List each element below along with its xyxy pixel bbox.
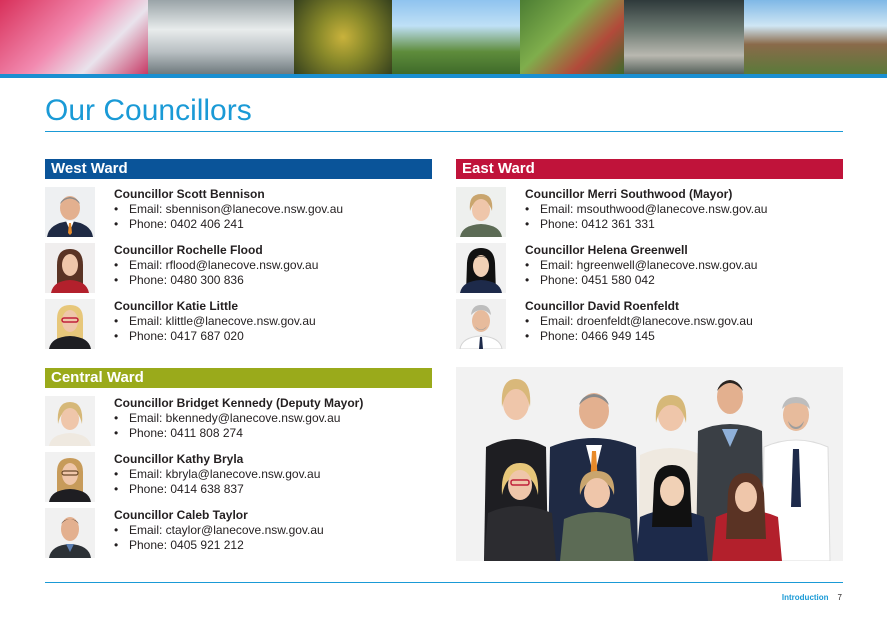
councillor-email[interactable]: • Email: kbryla@lanecove.nsw.gov.au [114,467,321,481]
councillor-email[interactable]: • Email: ctaylor@lanecove.nsw.gov.au [114,523,324,537]
councillor-email[interactable]: • Email: hgreenwell@lanecove.nsw.gov.au [525,258,758,272]
bullet-icon: • [114,482,119,496]
councillor-phone[interactable]: • Phone: 0411 808 274 [114,426,243,440]
west-ward-heading: West Ward [45,159,432,179]
councillor-email[interactable]: • Email: sbennison@lanecove.nsw.gov.au [114,202,344,216]
councillor-phone[interactable]: • Phone: 0451 580 042 [525,273,655,287]
councillor-info [114,452,320,497]
councillor-info [525,299,753,344]
councillor-email[interactable]: • Email: droenfeldt@lanecove.nsw.gov.au [525,314,753,328]
bullet-icon: • [114,426,119,440]
councillor-name: Councillor Katie Little [114,299,239,313]
councillor-photo [45,187,95,237]
councillor-photo [45,396,95,446]
east-ward-section [456,159,843,359]
councillor-phone[interactable]: • Phone: 0480 300 836 [114,273,244,287]
councillor-card [45,243,432,293]
councillor-info [525,187,767,232]
councillor-info [114,396,363,441]
bullet-icon: • [114,217,119,231]
councillor-card [45,396,432,446]
bullet-icon: • [114,258,119,272]
banner-photo-ev-charging [148,0,294,74]
title-divider [45,131,843,132]
councillor-photo [456,299,506,349]
councillor-photo [45,452,95,502]
banner-photo-garden-group [520,0,624,74]
page-footer [782,593,842,602]
bullet-icon: • [114,273,119,287]
councillor-info [114,299,316,344]
banner-photo-building [744,0,887,74]
councillor-phone[interactable]: • Phone: 0402 406 241 [114,217,244,231]
councillor-email[interactable]: • Email: klittle@lanecove.nsw.gov.au [114,314,316,328]
councillor-phone[interactable]: • Phone: 0412 361 331 [525,217,655,231]
councillor-card [45,187,432,237]
banner-photo-children-play [0,0,148,74]
bullet-icon: • [114,538,119,552]
bullet-icon: • [114,411,119,425]
councillor-card [45,508,432,558]
councillor-photo [45,243,95,293]
councillor-phone[interactable]: • Phone: 0417 687 020 [114,329,244,343]
councillor-email[interactable]: • Email: bkennedy@lanecove.nsw.gov.au [114,411,341,425]
bullet-icon: • [114,329,119,343]
footer-section: Introduction [781,593,829,602]
councillor-info [114,508,324,553]
councillor-name: Councillor David Roenfeldt [525,299,680,313]
councillor-photo [45,508,95,558]
east-ward-heading: East Ward [456,159,843,179]
councillor-card [45,299,432,349]
councillor-phone[interactable]: • Phone: 0466 949 145 [525,329,655,343]
councillor-name: Councillor Helena Greenwell [525,243,688,257]
councillor-name: Councillor Caleb Taylor [114,508,248,522]
banner-photo-park-family [392,0,520,74]
bullet-icon: • [114,202,119,216]
central-ward-heading: Central Ward [45,368,432,388]
bullet-icon: • [114,467,119,481]
councillor-card [456,187,843,237]
bullet-icon: • [525,217,530,231]
councillor-name: Councillor Rochelle Flood [114,243,263,257]
banner-photo-street [624,0,744,74]
councillor-name: Councillor Merri Southwood (Mayor) [525,187,733,201]
councillor-info [525,243,757,288]
councillor-info [114,187,343,232]
bullet-icon: • [525,273,530,287]
councillor-photo [45,299,95,349]
councillor-name: Councillor Bridget Kennedy (Deputy Mayor) [114,396,364,410]
councillor-card [456,299,843,349]
footer-divider [45,582,843,583]
councillor-card [45,452,432,502]
page-title: Our Councillors [45,94,252,127]
west-ward-section [45,159,432,359]
banner-underline [0,74,887,78]
bullet-icon: • [525,314,530,328]
central-ward-section [45,368,432,568]
councillor-email[interactable]: • Email: rflood@lanecove.nsw.gov.au [114,258,319,272]
bullet-icon: • [114,523,119,537]
councillor-phone[interactable]: • Phone: 0405 921 212 [114,538,244,552]
councillor-email[interactable]: • Email: msouthwood@lanecove.nsw.gov.au [525,202,768,216]
councillor-name: Councillor Scott Bennison [114,187,265,201]
councillor-photo [456,187,506,237]
banner-photo-frog [294,0,392,74]
councillor-name: Councillor Kathy Bryla [114,452,244,466]
page-number: 7 [837,593,842,602]
bullet-icon: • [114,314,119,328]
photo-banner [0,0,887,74]
bullet-icon: • [525,258,530,272]
councillor-phone[interactable]: • Phone: 0414 638 837 [114,482,244,496]
bullet-icon: • [525,202,530,216]
councillor-info [114,243,318,288]
councillors-group-photo [456,367,843,561]
bullet-icon: • [525,329,530,343]
councillor-photo [456,243,506,293]
councillor-card [456,243,843,293]
